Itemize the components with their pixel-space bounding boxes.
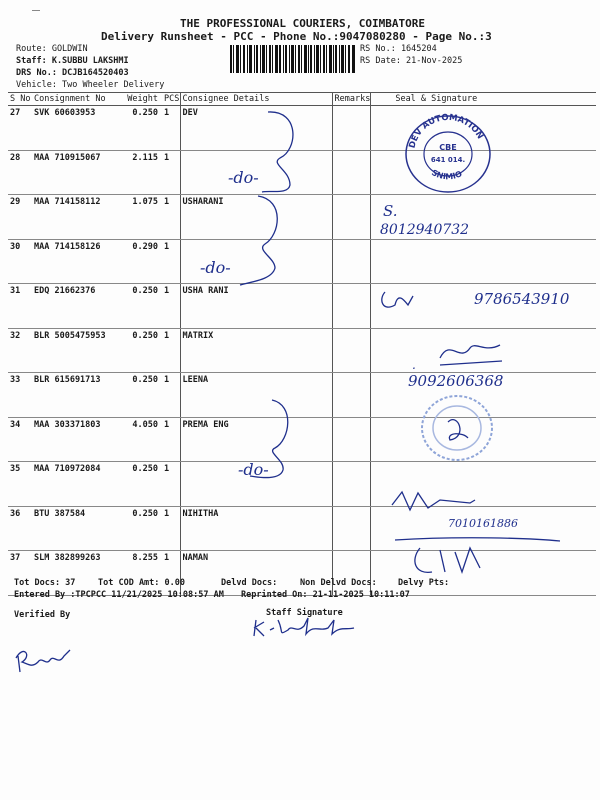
- row-weight: 0.290: [120, 239, 162, 284]
- delvy-pts: Delvy Pts:: [398, 578, 450, 588]
- staff-signature: [248, 612, 358, 642]
- sig-29: S.: [383, 202, 398, 220]
- row-pcs: 1: [162, 551, 180, 596]
- row-pcs: 1: [162, 239, 180, 284]
- drs-label: DRS No.: DCJB164520403: [16, 68, 129, 78]
- company-seal-stamp: [400, 108, 496, 196]
- staff-label: Staff: K.SUBBU LAKSHMI: [16, 56, 129, 66]
- row-sno: 36: [8, 506, 32, 551]
- stamp-bottom-text: SNIMIO: [430, 167, 464, 182]
- row-weight: 2.115: [120, 150, 162, 195]
- company-title: THE PROFESSIONAL COURIERS, COIMBATORE: [180, 17, 426, 30]
- ditto-35: -do-: [238, 460, 269, 479]
- stamp-top-text: DEV AUTOMATION: [407, 112, 485, 150]
- row-consignment: SVK 60603953: [32, 106, 120, 151]
- rs-no-label: RS No.: 1645204: [360, 44, 437, 54]
- row-consignee: DEV: [180, 106, 332, 151]
- row-weight: 0.250: [120, 462, 162, 507]
- row-consignee: PREMA ENG: [180, 417, 332, 462]
- entered-by: Entered By :TPCPCC 11/21/2025 10:08:57 AM: [14, 590, 224, 600]
- row-consignment: SLM 382899263: [32, 551, 120, 596]
- row-pcs: 1: [162, 462, 180, 507]
- non-delvd-docs: Non Delvd Docs:: [300, 578, 377, 588]
- phone-31: 9786543910: [474, 290, 570, 308]
- row-weight: 0.250: [120, 373, 162, 418]
- num-36: 7010161886: [448, 517, 518, 530]
- row-pcs: 1: [162, 195, 180, 240]
- row-consignee: NAMAN: [180, 551, 332, 596]
- ditto-28: -do-: [228, 168, 259, 187]
- row-weight: 8.255: [120, 551, 162, 596]
- row-sno: 35: [8, 462, 32, 507]
- row-consignee: USHARANI: [180, 195, 332, 240]
- row-consignee: USHA RANI: [180, 284, 332, 329]
- row-consignment: MAA 710972084: [32, 462, 120, 507]
- faint-seal-stamp: [418, 392, 496, 464]
- tot-docs: Tot Docs: 37: [14, 578, 76, 588]
- row-sno: 27: [8, 106, 32, 151]
- row-weight: 1.075: [120, 195, 162, 240]
- row-consignment: EDQ 21662376: [32, 284, 120, 329]
- row-pcs: 1: [162, 328, 180, 373]
- svg-text:SNIMIO: [430, 168, 464, 181]
- row-sno: 28: [8, 150, 32, 195]
- row-pcs: 1: [162, 417, 180, 462]
- staff-signature-label: Staff Signature: [266, 608, 343, 618]
- ushat-sig: [382, 292, 413, 307]
- row-consignment: MAA 714158126: [32, 239, 120, 284]
- rs-date-label: RS Date: 21-Nov-2025: [360, 56, 463, 66]
- delvd-docs: Delvd Docs:: [221, 578, 278, 588]
- verified-by-label: Verified By: [14, 610, 71, 620]
- row-sno: 31: [8, 284, 32, 329]
- row-consignment: BLR 5005475953: [32, 328, 120, 373]
- col-seal: Seal & Signature: [371, 93, 596, 106]
- route-label: Route: GOLDWIN: [16, 44, 88, 54]
- ditto-30: -do-: [200, 258, 231, 277]
- col-sno: S No: [10, 94, 31, 104]
- row-pcs: 1: [162, 284, 180, 329]
- row-pcs: 1: [162, 150, 180, 195]
- bracket-curve-2: [240, 196, 277, 285]
- col-consignee: Consignee Details: [180, 93, 332, 106]
- stamp-line1: CBE: [439, 143, 457, 152]
- row-consignment: MAA 710915067: [32, 150, 120, 195]
- verified-by-signature: [10, 636, 80, 676]
- row-pcs: 1: [162, 373, 180, 418]
- row-sno: 34: [8, 417, 32, 462]
- row-sno: 30: [8, 239, 32, 284]
- row-consignee: LEENA: [180, 373, 332, 418]
- phone-33: 9092606368: [408, 372, 504, 390]
- row-weight: 4.050: [120, 417, 162, 462]
- sig-32: [430, 333, 510, 373]
- col-consignment: Consignment No: [32, 93, 120, 106]
- naman-sig: [415, 548, 480, 572]
- row-consignee: NIHITHA: [180, 506, 332, 551]
- row-consignee: MATRIX: [180, 328, 332, 373]
- runsheet-subtitle: Delivery Runsheet - PCC - Phone No.:9047080280 - Page No.:3: [101, 30, 492, 43]
- row-consignment: MAA 303371803: [32, 417, 120, 462]
- col-remarks: Remarks: [332, 93, 371, 106]
- row-sno: 32: [8, 328, 32, 373]
- col-weight: Weight: [120, 93, 162, 106]
- row-pcs: 1: [162, 506, 180, 551]
- underline-37: [395, 538, 560, 541]
- row-consignment: BTU 387584: [32, 506, 120, 551]
- row-weight: 0.250: [120, 106, 162, 151]
- nihitha-sig: [392, 492, 475, 510]
- row-consignment: MAA 714158112: [32, 195, 120, 240]
- row-sno: 29: [8, 195, 32, 240]
- sig-33-dot: .: [412, 358, 416, 372]
- reprinted-on: Reprinted On: 21-11-2025 10:11:07: [241, 590, 410, 600]
- row-consignment: BLR 615691713: [32, 373, 120, 418]
- row-sno: 37: [8, 551, 32, 596]
- row-weight: 0.250: [120, 284, 162, 329]
- bracket-curve-1: [262, 112, 293, 192]
- row-sno: 33: [8, 373, 32, 418]
- col-pcs: PCS: [164, 94, 180, 104]
- row-weight: 0.250: [120, 506, 162, 551]
- tot-cod: Tot COD Amt: 0.00: [98, 578, 185, 588]
- row-pcs: 1: [162, 106, 180, 151]
- row-weight: 0.250: [120, 328, 162, 373]
- vehicle-label: Vehicle: Two Wheeler Delivery: [16, 80, 165, 90]
- phone-29: 8012940732: [380, 222, 470, 238]
- stamp-line2: 641 014.: [430, 156, 466, 164]
